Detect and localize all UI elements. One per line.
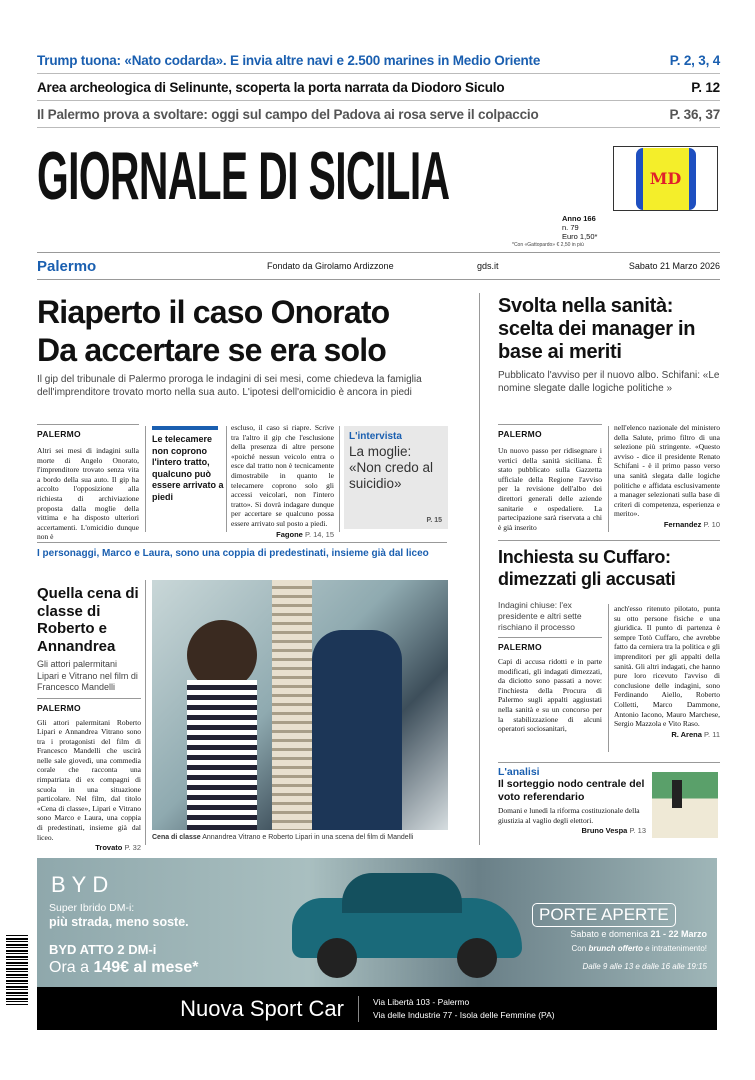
analisi-col	[498, 766, 646, 836]
brunch-suffix: e intrattenimento!	[642, 944, 707, 953]
ad-tagline-2: più strada, meno soste.	[49, 915, 189, 929]
page-ref: P. 11	[704, 729, 720, 739]
edition-city: Palermo	[37, 257, 97, 275]
top-headline-1[interactable]	[37, 47, 720, 74]
ad-event: PORTE APERTE	[532, 903, 676, 927]
interview-box[interactable]	[344, 426, 448, 529]
page-ref: P. 2, 3, 4	[669, 52, 720, 68]
lead-col2	[231, 423, 334, 540]
price-value: 149€ al mese*	[93, 959, 199, 976]
sponsor-logo-md[interactable]	[613, 146, 718, 211]
top-headline-3[interactable]	[37, 101, 720, 128]
kicker: PALERMO	[498, 642, 542, 652]
ad-price	[49, 959, 198, 977]
dealer-name: Nuova Sport Car	[37, 996, 359, 1022]
issue-date: Sabato 21 Marzo 2026	[628, 261, 720, 271]
sanita-deck: Pubblicato l'avviso per il nuovo albo. Schifani: «Le nomine slegate dalle logiche politiche »	[498, 370, 720, 394]
film-photo[interactable]	[152, 580, 448, 830]
byd-advertisement[interactable]	[37, 858, 717, 1030]
byline	[498, 826, 646, 836]
dealer-bar	[37, 987, 717, 1030]
headline-text: Il Palermo prova a svoltare: oggi sul campo del Padova ai rosa serve il colpaccio	[37, 106, 539, 122]
top-headline-2[interactable]	[37, 74, 720, 101]
price-note: *Con «Gattopardo» € 2,50 in più	[512, 242, 584, 248]
lead-headline[interactable]	[37, 293, 389, 369]
sanita-body-col2: nell'elenco nazionale del ministero della Salute, primo filtro di una selezione più stringente. «Questo avviso - dice il presidente Renato Schifani - è il primo passo verso una sanità slegata dalle logiche politiche e affidata esclusivamente a manager selezionati sulla base di criteri di competenza, esperienza e merito».	[614, 423, 720, 519]
page-ref: P. 13	[629, 826, 646, 836]
kicker: PALERMO	[498, 429, 542, 439]
kicker: PALERMO	[37, 702, 81, 713]
cena-body: Gli attori palermitani Roberto Lipari e Annandrea Vitrano sono tra i protagonisti del film di Francesco Mandelli che uscirà nelle sale giovedì, una commedia corale che racconta una rimpatriata di ex compagni di scuola in una situazione particolare. Nel film, dal titolo «Cena di classe», Lipari e Vitrano sono Marco e Laura, una coppia di predestinati, insieme già dal liceo.	[37, 717, 141, 842]
dealer-address-2: Via delle Industrie 77 - Isola delle Femmine (PA)	[373, 1009, 555, 1020]
photo-caption	[152, 834, 452, 841]
ad-tagline-1: Super Ibrido DM-i:	[49, 902, 135, 914]
barcode-icon	[6, 935, 28, 1005]
sanita-headline[interactable]: Svolta nella sanità: scelta dei manager in base ai meriti	[498, 295, 696, 363]
analisi-headline[interactable]: Il sorteggio nodo centrale del voto referendario	[498, 778, 645, 803]
anno: Anno 166	[562, 214, 596, 223]
page-ref: P. 14, 15	[304, 529, 334, 539]
headline-text: Trump tuona: «Nato codarda». E invia altre navi e 2.500 marines in Medio Oriente	[37, 52, 541, 68]
cuffaro-col2	[614, 604, 720, 740]
analisi-body: Domani e lunedì la riforma costituzionale della giustizia al vaglio degli elettori.	[498, 806, 640, 825]
price: Euro 1,50*	[562, 232, 598, 241]
interview-title: La moglie: «Non credo al suicidio»	[349, 444, 434, 491]
headline-line: Da accertare se era solo	[37, 332, 387, 368]
car-image	[292, 868, 522, 978]
ad-brunch	[572, 944, 707, 953]
md-logo-icon: MD	[643, 148, 689, 210]
website-link[interactable]: gds.it	[477, 261, 499, 271]
byline	[614, 730, 720, 740]
author: Fagone	[276, 529, 303, 539]
dateline	[37, 255, 720, 277]
cuffaro-deck: Indagini chiuse: l'ex presidente e altri sette rischiano il processo	[498, 600, 582, 632]
author: Fernandez	[663, 519, 702, 529]
byline	[231, 530, 334, 540]
brunch-prefix: Con	[571, 944, 589, 953]
price-prefix: Ora a	[49, 959, 94, 976]
cuffaro-body-col1: Capi di accusa ridotti e in parte modificati, gli indagati dimezzati, da diciotto sono passati a nove: l'inchiesta della Procura di Palermo sugli appalti aggiustati nella sanità e su un concorso per la stabilizzazione di alcuni operatori sociosanitari,	[498, 657, 602, 734]
page-ref: P. 12	[691, 79, 720, 95]
author: Trovato	[95, 843, 123, 853]
brunch-value: brunch offerto	[588, 944, 643, 953]
caption-title: Cena di classe	[152, 834, 201, 841]
cena-deck: Gli attori palermitani Lipari e Vitrano nel film di Francesco Mandelli	[37, 659, 138, 692]
masthead-title[interactable]: GIORNALE DI SICILIA	[37, 138, 450, 214]
sanita-body-col1: Un nuovo passo per ridisegnare i vertici della sanità siciliana. È stato pubblicato sulla Gazzetta ufficiale della Regione l'avviso per la revisione dell'albo dei direttori generali delle aziende sanitarie e ospedaliere. La partecipazione sarà riservata a chi è già inserito	[498, 446, 602, 532]
cena-col	[37, 585, 141, 853]
lead-col1	[37, 424, 139, 542]
voting-booth-photo	[652, 772, 718, 838]
caption-text: Annandrea Vitrano e Roberto Lipari in una scena del film di Mandelli	[202, 834, 414, 841]
author: Bruno Vespa	[581, 826, 628, 836]
byd-logo: BYD	[51, 872, 115, 897]
cuffaro-col1	[498, 600, 602, 734]
ad-hours: Dalle 9 alle 13 e dalle 16 alle 19:15	[582, 962, 707, 971]
pull-quote: Le telecamere non coprono l'intero tratto, qualcuno può essere arrivato a piedi	[152, 434, 224, 502]
author: R. Arena	[671, 729, 702, 739]
interview-kicker: L'intervista	[349, 431, 402, 442]
byline	[37, 843, 141, 853]
lead-body-col2: escluso, il caso si riapre. Scrive tra l'altro il gip che l'esclusione della presenza di altre persone «poiché nessun veicolo entra o esce dal tratto non è tecnicamente dimostrabile in quanto le telecamere coprono solo gli accessi veicolari, non l'intero tratto». Si dovrà indagare dunque per accertare se qualcuno possa essere arrivato sul posto a piedi.	[231, 423, 334, 528]
founder: Fondato da Girolamo Ardizzone	[267, 261, 394, 271]
lead-deck: Il gip del tribunale di Palermo proroga le indagini di sei mesi, come chiedeva la famiglia dell'imprenditore trovato morto nella sua auto. L'ipotesi dell'omicidio è ancora in piedi	[37, 374, 422, 398]
cena-headline[interactable]: Quella cena di classe di Roberto e Annandrea	[37, 585, 139, 655]
headline-text: Area archeologica di Selinunte, scoperta la porta narrata da Diodoro Siculo	[37, 79, 505, 95]
lead-body-col1: Altri sei mesi di indagini sulla morte di Angelo Onorato, l'imprenditore trovato senza vita a bordo della sua auto. Il gip ha accolto l'opposizione alla richiesta di archiviazione proposta dalla moglie della vittima e ha disposto ulteriori accertamenti. L'omicidio dunque non è	[37, 446, 139, 542]
issue-info	[562, 214, 597, 241]
page-ref: P. 32	[124, 843, 141, 853]
byline	[614, 520, 720, 530]
ad-model: BYD ATTO 2 DM-i	[49, 942, 157, 957]
dealer-address-1: Via Libertà 103 - Palermo	[373, 996, 470, 1007]
sanita-col2	[614, 423, 720, 530]
kicker: PALERMO	[37, 429, 81, 439]
page-ref: P. 36, 37	[669, 106, 720, 122]
cuffaro-body-col2: anch'esso ritenuto pilotato, punta su otto persone fisiche e una giuridica. Il punto di partenza è sempre Totò Cuffaro, che avrebbe fatto da cerniera tra la politica e gli imprenditori per gli appalti della sanità. Gli altri indagati, che hanno pure loro ricevuto l'avviso di conclusione delle indagini, sono Ferdinando Aiello, Roberto Colletti, Marco Dammone, Antonio Iacono, Mauro Marchese, Sergio Mazzola e Vito Raso.	[614, 604, 720, 729]
numero: n. 79	[562, 223, 579, 232]
ad-dates	[570, 929, 707, 939]
headline-line: Riaperto il caso Onorato	[37, 294, 390, 330]
cuffaro-headline[interactable]: Inchiesta su Cuffaro: dimezzati gli accusati	[498, 547, 676, 589]
page-ref: P. 10	[703, 519, 720, 529]
sanita-col1	[498, 424, 602, 532]
dates-value: 21 - 22 Marzo	[650, 929, 707, 939]
page-ref: P. 15	[426, 517, 442, 524]
section-banner: I personaggi, Marco e Laura, sono una coppia di predestinati, insieme già dal liceo	[37, 548, 429, 559]
dates-prefix: Sabato e domenica	[570, 929, 651, 939]
analisi-kicker: L'analisi	[498, 766, 540, 778]
